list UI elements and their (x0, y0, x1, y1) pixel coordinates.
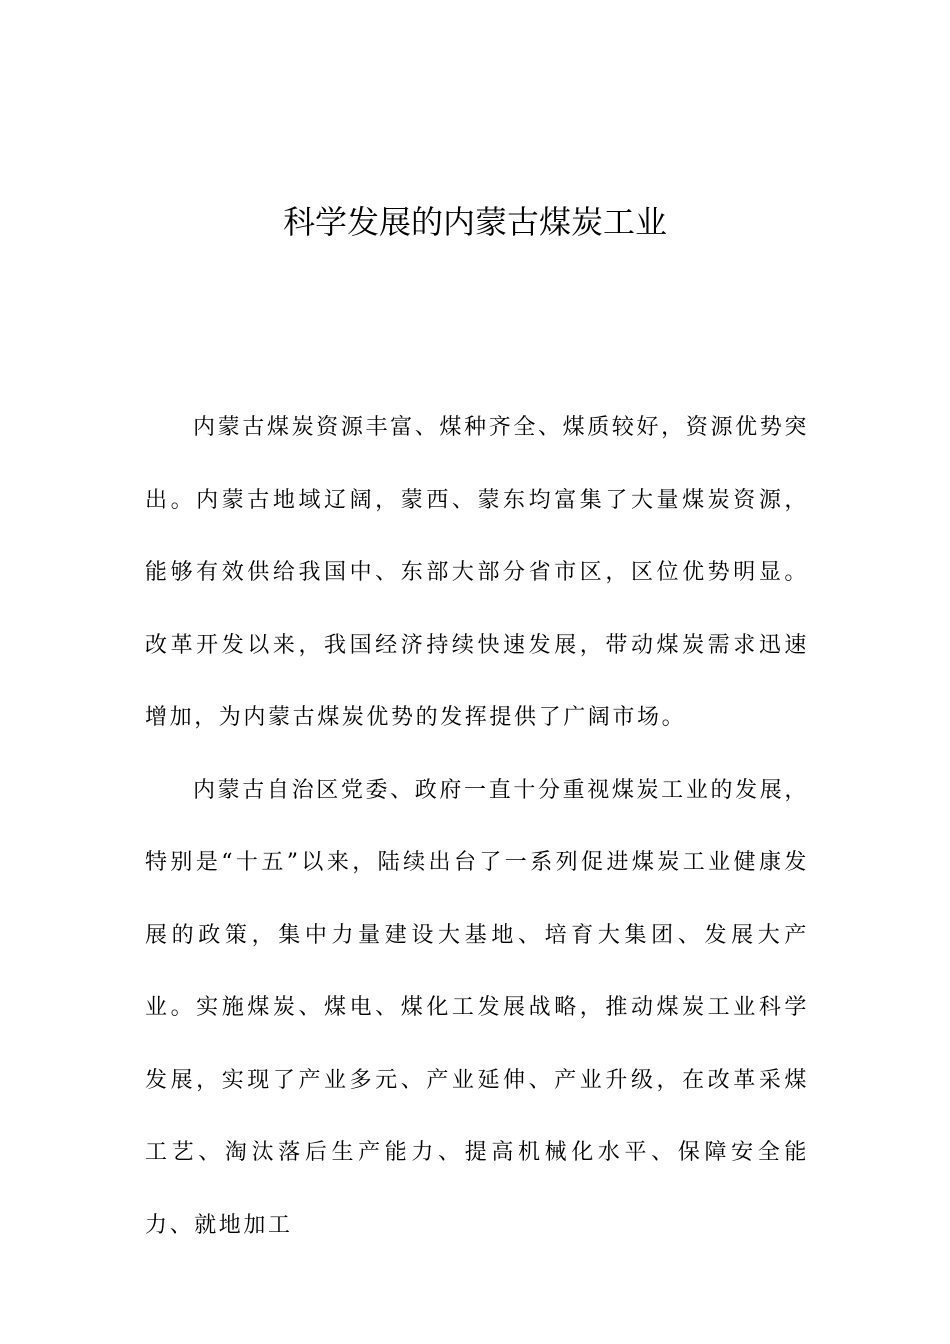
document-title: 科学发展的内蒙古煤炭工业 (282, 203, 667, 241)
paragraph-2: 内蒙古自治区党委、政府一直十分重视煤炭工业的发展，特别是“十五”以来，陆续出台了一系列促进煤炭工业健康发展的政策，集中力量建设大基地、培育大集团、发展大产业。实施煤炭、煤电、煤化工发展战略，推动煤炭工业科学发展，实现了产业多元、产业延伸、产业升级，在改革采煤工艺、淘汰落后生产能力、提高机械化水平、保障安全能力、就地加工 (145, 777, 809, 1238)
document-body (145, 392, 809, 1262)
paragraph-1: 内蒙古煤炭资源丰富、煤种齐全、煤质较好，资源优势突出。内蒙古地域辽阔，蒙西、蒙东均富集了大量煤炭资源，能够有效供给我国中、东部大部分省市区，区位优势明显。改革开发以来，我国经济持续快速发展，带动煤炭需求迅速增加，为内蒙古煤炭优势的发挥提供了广阔市场。 (145, 415, 809, 730)
